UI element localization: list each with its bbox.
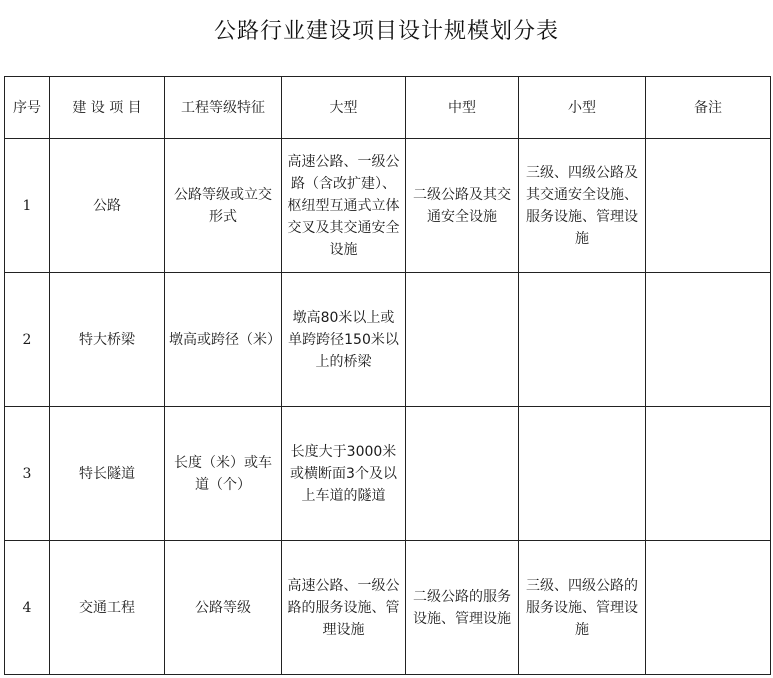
cell-small [519,273,646,407]
cell-grade-feature: 公路等级或立交形式 [165,139,282,273]
cell-large: 墩高80米以上或单跨跨径150米以上的桥梁 [282,273,406,407]
header-small: 小型 [519,77,646,139]
table-row [5,541,771,675]
cell-serial-number: 1 [5,139,50,273]
cell-large: 高速公路、一级公路的服务设施、管理设施 [282,541,406,675]
cell-project: 特长隧道 [50,407,165,541]
cell-project: 交通工程 [50,541,165,675]
page-title: 公路行业建设项目设计规模划分表 [213,19,559,44]
cell-medium [406,273,519,407]
cell-medium: 二级公路及其交通安全设施 [406,139,519,273]
header-project: 建 设 项 目 [50,77,165,139]
cell-large: 高速公路、一级公路（含改扩建）、枢纽型互通式立体交叉及其交通安全设施 [282,139,406,273]
cell-serial-number: 4 [5,541,50,675]
cell-note [646,139,771,273]
header-medium: 中型 [406,77,519,139]
table-row [5,273,771,407]
cell-small [519,407,646,541]
cell-medium: 二级公路的服务设施、管理设施 [406,541,519,675]
cell-grade-feature: 公路等级 [165,541,282,675]
cell-large: 长度大于3000米或横断面3个及以上车道的隧道 [282,407,406,541]
cell-small: 三级、四级公路的服务设施、管理设施 [519,541,646,675]
header-large: 大型 [282,77,406,139]
cell-serial-number: 2 [5,273,50,407]
cell-medium [406,407,519,541]
table-row [5,407,771,541]
cell-note [646,407,771,541]
cell-project: 公路 [50,139,165,273]
cell-grade-feature: 墩高或跨径（米） [165,273,282,407]
cell-project: 特大桥梁 [50,273,165,407]
header-grade-feature: 工程等级特征 [165,77,282,139]
cell-serial-number: 3 [5,407,50,541]
cell-grade-feature: 长度（米）或车道（个） [165,407,282,541]
table-header-row [5,77,771,139]
header-note: 备注 [646,77,771,139]
cell-note [646,541,771,675]
cell-small: 三级、四级公路及其交通安全设施、服务设施、管理设施 [519,139,646,273]
cell-note [646,273,771,407]
header-serial-number: 序号 [5,77,50,139]
table-row [5,139,771,273]
scale-classification-table [4,76,771,675]
